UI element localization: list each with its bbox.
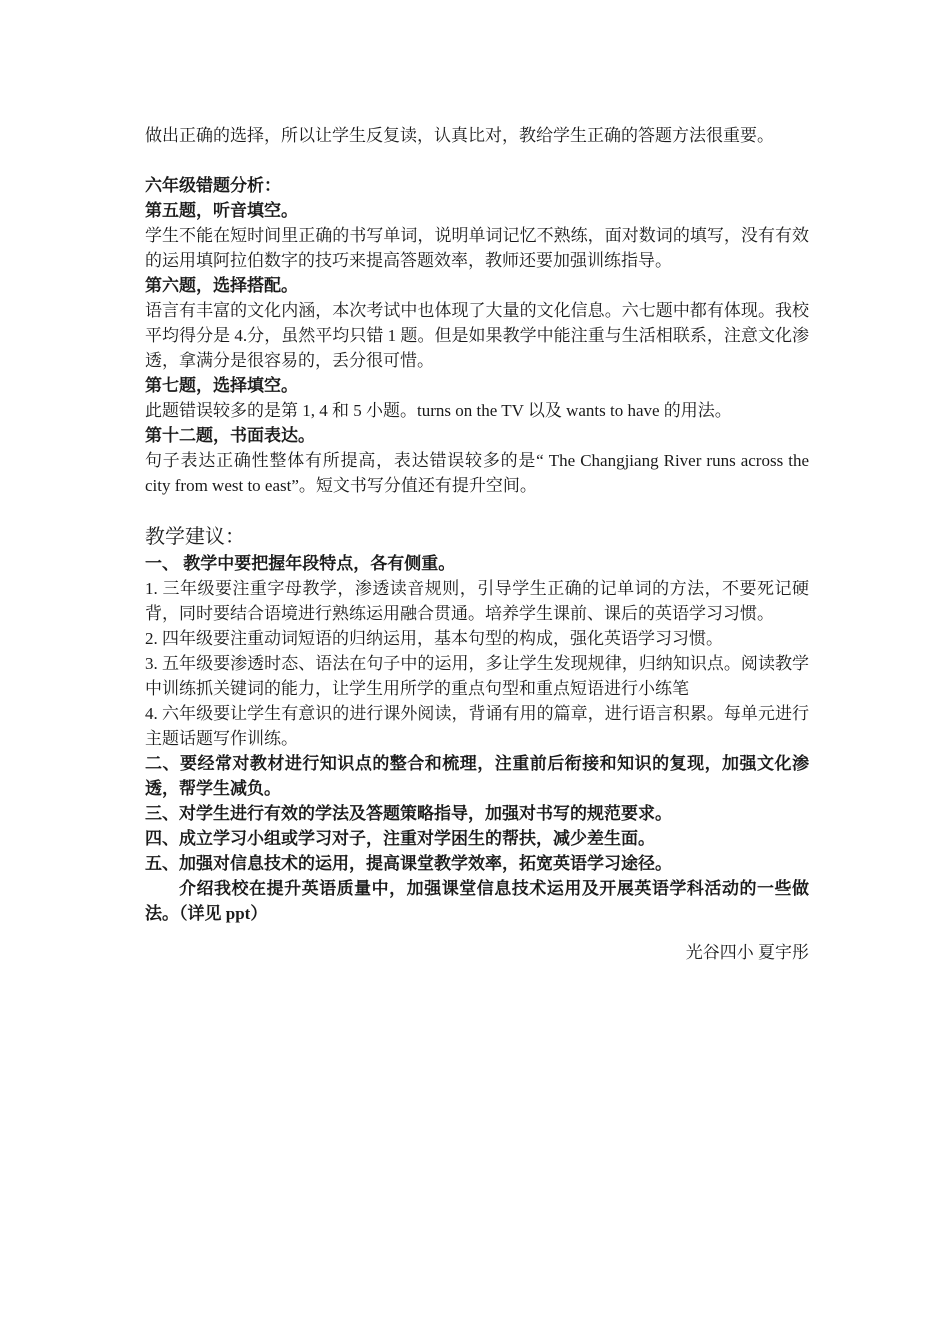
suggestion-section-1-heading: 一、 教学中要把握年段特点，各有侧重。 bbox=[145, 554, 456, 573]
grade6-q12-heading: 第十二题，书面表达。 bbox=[145, 426, 315, 445]
suggestion-point-4: 4. 六年级要让学生有意识的进行课外阅读，背诵有用的篇章，进行语言积累。每单元进行主题话题写作训练。 bbox=[145, 704, 809, 748]
closing-paragraph: 介绍我校在提升英语质量中，加强课堂信息技术运用及开展英语学科活动的一些做法。（详见 ppt） bbox=[145, 879, 809, 923]
suggestion-section-2: 二、要经常对教材进行知识点的整合和梳理，注重前后衔接和知识的复现，加强文化渗透，帮学生减负。 bbox=[145, 754, 809, 798]
spacer bbox=[145, 148, 809, 173]
spacer bbox=[145, 498, 809, 523]
suggestion-section-3: 三、对学生进行有效的学法及答题策略指导，加强对书写的规范要求。 bbox=[145, 804, 672, 823]
grade6-q6-text: 语言有丰富的文化内涵，本次考试中也体现了大量的文化信息。六七题中都有体现。我校平均得分是 4.分，虽然平均只错 1 题。但是如果教学中能注重与生活相联系，注意文化渗透，拿满分是很容易的，丢分很可惜。 bbox=[145, 301, 809, 370]
grade6-q12-text: 句子表达正确性整体有所提高，表达错误较多的是“ The Changjiang River runs across the city from west to east”。短文书写分值还有提升空间。 bbox=[145, 451, 809, 495]
spacer bbox=[145, 926, 809, 940]
grade6-q7-heading: 第七题，选择填空。 bbox=[145, 376, 298, 395]
suggestion-section-5: 五、加强对信息技术的运用，提高课堂教学效率，拓宽英语学习途径。 bbox=[145, 854, 672, 873]
grade6-title: 六年级错题分析： bbox=[145, 176, 281, 195]
suggestion-point-1: 1. 三年级要注重字母教学，渗透读音规则，引导学生正确的记单词的方法，不要死记硬背，同时要结合语境进行熟练运用融合贯通。培养学生课前、课后的英语学习习惯。 bbox=[145, 579, 809, 623]
suggestion-section-4: 四、成立学习小组或学习对子，注重对学困生的帮扶，减少差生面。 bbox=[145, 829, 655, 848]
grade6-q5-text: 学生不能在短时间里正确的书写单词，说明单词记忆不熟练，面对数词的填写，没有有效的运用填阿拉伯数字的技巧来提高答题效率，教师还要加强训练指导。 bbox=[145, 226, 809, 270]
suggestion-point-2: 2. 四年级要注重动词短语的归纳运用，基本句型的构成，强化英语学习习惯。 bbox=[145, 629, 723, 648]
suggestion-point-3: 3. 五年级要渗透时态、语法在句子中的运用，多让学生发现规律，归纳知识点。阅读教学中训练抓关键词的能力，让学生用所学的重点句型和重点短语进行小练笔 bbox=[145, 654, 809, 698]
suggestions-title: 教学建议： bbox=[145, 526, 245, 548]
signature: 光谷四小 夏宇彤 bbox=[685, 943, 809, 962]
document-page bbox=[145, 123, 809, 965]
grade6-q7-text: 此题错误较多的是第 1, 4 和 5 小题。turns on the TV 以及 wants to have 的用法。 bbox=[145, 401, 732, 420]
grade6-q6-heading: 第六题，选择搭配。 bbox=[145, 276, 298, 295]
intro-paragraph: 做出正确的选择，所以让学生反复读，认真比对，教给学生正确的答题方法很重要。 bbox=[145, 126, 774, 145]
grade6-q5-heading: 第五题，听音填空。 bbox=[145, 201, 298, 220]
